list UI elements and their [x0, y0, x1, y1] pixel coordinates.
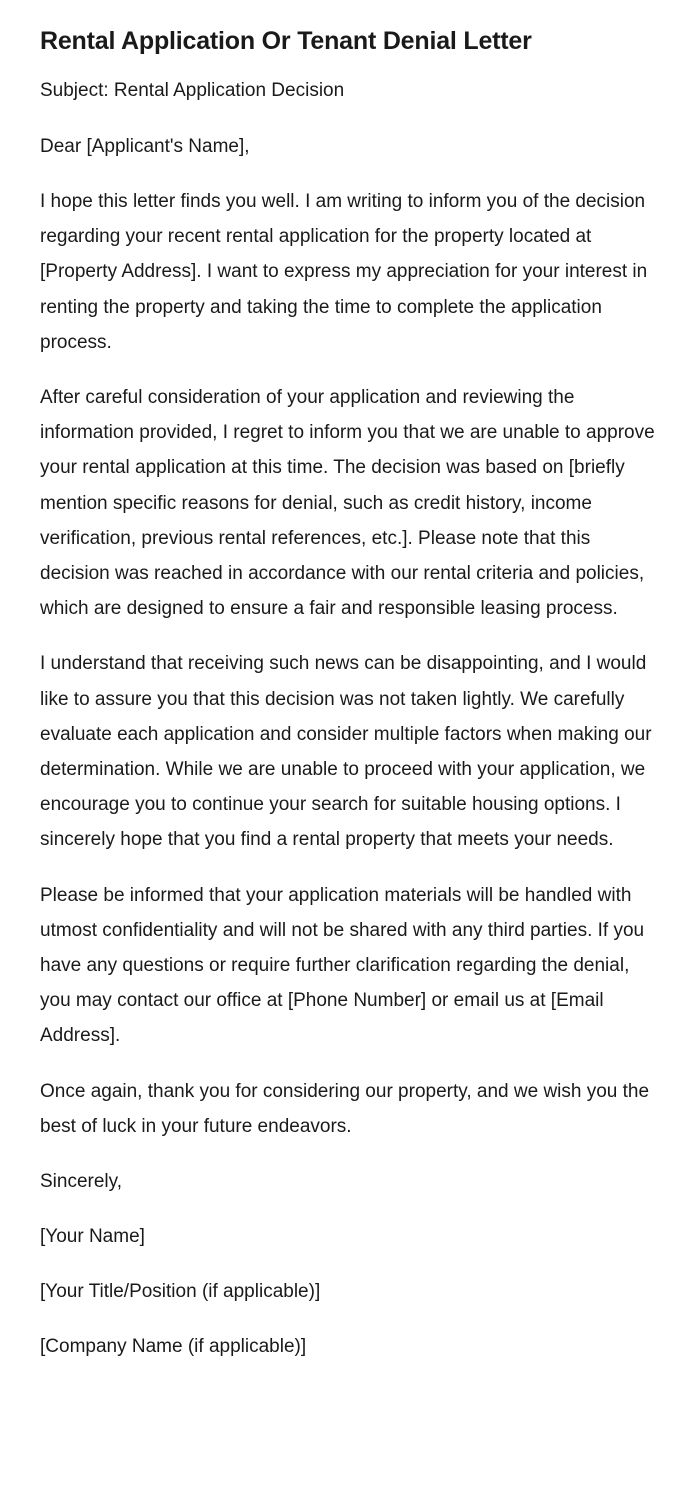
letter-paragraph-intro: I hope this letter finds you well. I am writing to inform you of the decision regarding your recent rental application for the property located at [Property Address]. I want to express my appreciation for your interest in renting the property and taking the time to complete the application process.	[40, 191, 648, 353]
letter-paragraph-empathy: I understand that receiving such news can be disappointing, and I would like to assure you that this decision was not taken lightly. We carefully evaluate each application and consider multiple factors when making our determination. While we are unable to proceed with your application, we encourage you to continue your search for suitable housing options. I sincerely hope that you find a rental property that meets your needs.	[40, 653, 652, 851]
signature-name: [Your Name]	[40, 1226, 145, 1248]
letter-title: Rental Application Or Tenant Denial Letter	[40, 27, 532, 55]
letter-paragraph-confidentiality: Please be informed that your application materials will be handled with utmost confidentiality and will not be shared with any third parties. If you have any questions or require further clarification regarding the denial, you may contact our office at [Phone Number] or email us at [Email Address].	[40, 884, 645, 1047]
signature-title: [Your Title/Position (if applicable)]	[40, 1281, 321, 1303]
letter-closing: Sincerely,	[40, 1171, 123, 1193]
letter-paragraph-decision: After careful consideration of your application and reviewing the information provided, I regret to inform you that we are unable to approve your rental application at this time. The decision was based on [briefly mention specific reasons for denial, such as credit history, income verification, previous rental references, etc.]. Please note that this decision was reached in accordance with our rental criteria and policies, which are designed to ensure a fair and responsible leasing process.	[40, 387, 655, 620]
letter-salutation: Dear [Applicant's Name],	[40, 136, 250, 157]
letter-subject: Subject: Rental Application Decision	[40, 80, 345, 101]
signature-company: [Company Name (if applicable)]	[40, 1336, 307, 1358]
letter-paragraph-thanks: Once again, thank you for considering our property, and we wish you the best of luck in your future endeavors.	[40, 1080, 650, 1137]
